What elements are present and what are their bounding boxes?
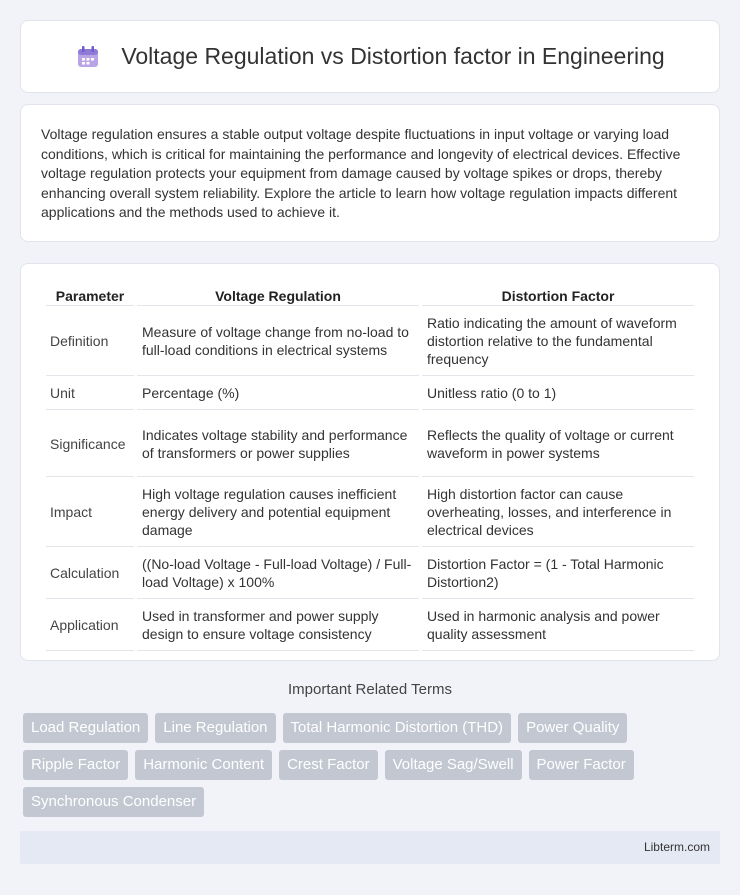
- table-cell-voltage-regulation: Percentage (%): [137, 376, 419, 410]
- tag-voltage-sag-swell[interactable]: Voltage Sag/Swell: [385, 750, 522, 780]
- table-cell-distortion-factor: Distortion Factor = (1 - Total Harmonic Distortion2): [422, 547, 694, 599]
- comparison-table-card: [20, 263, 720, 661]
- table-row: [46, 376, 694, 410]
- tag-crest-factor[interactable]: Crest Factor: [279, 750, 378, 780]
- table-cell-voltage-regulation: High voltage regulation causes inefficient energy delivery and potential equipment damage: [137, 477, 419, 547]
- footer: [20, 831, 720, 864]
- footer-site-link[interactable]: Libterm.com: [643, 840, 710, 854]
- tag-synchronous-condenser[interactable]: Synchronous Condenser: [23, 787, 204, 817]
- table-cell-parameter: Impact: [46, 477, 134, 547]
- table-row: [46, 306, 694, 376]
- page-title: Voltage Regulation vs Distortion factor in Engineering: [121, 43, 665, 69]
- table-cell-parameter: Application: [46, 599, 134, 651]
- tag-power-factor[interactable]: Power Factor: [529, 750, 634, 780]
- table-cell-parameter: Calculation: [46, 547, 134, 599]
- comparison-table: [43, 284, 697, 651]
- column-header-parameter: Parameter: [46, 284, 134, 306]
- related-terms-heading: Important Related Terms: [288, 681, 452, 698]
- tag-harmonic-content[interactable]: Harmonic Content: [135, 750, 272, 780]
- table-row: [46, 547, 694, 599]
- table-cell-distortion-factor: Reflects the quality of voltage or current waveform in power systems: [422, 410, 694, 477]
- table-cell-parameter: Significance: [46, 410, 134, 477]
- table-row: [46, 477, 694, 547]
- table-cell-parameter: Definition: [46, 306, 134, 376]
- tag-ripple-factor[interactable]: Ripple Factor: [23, 750, 128, 780]
- intro-card: [20, 104, 720, 242]
- intro-text: Voltage regulation ensures a stable output voltage despite fluctuations in input voltage or varying load conditions, which is critical for maintaining the performance and longevity of electrical devices. Effective voltage regulation protects your equipment from damage caused by voltage spikes or drops, thereby enhancing overall system reliability. Explore the article to learn how voltage regulation impacts different applications and the methods used to achieve it.: [41, 126, 681, 220]
- column-header-voltage-regulation: Voltage Regulation: [137, 284, 419, 306]
- tag-line-regulation[interactable]: Line Regulation: [155, 713, 275, 743]
- table-cell-voltage-regulation: ((No-load Voltage - Full-load Voltage) / Full-load Voltage) x 100%: [137, 547, 419, 599]
- column-header-distortion-factor: Distortion Factor: [422, 284, 694, 306]
- table-header-row: [46, 284, 694, 306]
- table-cell-distortion-factor: Unitless ratio (0 to 1): [422, 376, 694, 410]
- table-row: [46, 410, 694, 477]
- header-card: [20, 20, 720, 93]
- related-terms-tags: [23, 713, 723, 824]
- table-cell-parameter: Unit: [46, 376, 134, 410]
- calendar-icon: [75, 44, 101, 70]
- tag-load-regulation[interactable]: Load Regulation: [23, 713, 148, 743]
- table-cell-distortion-factor: Ratio indicating the amount of waveform distortion relative to the fundamental frequency: [422, 306, 694, 376]
- table-cell-distortion-factor: Used in harmonic analysis and power quality assessment: [422, 599, 694, 651]
- tag-total-harmonic-distortion[interactable]: Total Harmonic Distortion (THD): [283, 713, 512, 743]
- tag-power-quality[interactable]: Power Quality: [518, 713, 627, 743]
- table-cell-voltage-regulation: Measure of voltage change from no-load to full-load conditions in electrical systems: [137, 306, 419, 376]
- table-cell-voltage-regulation: Indicates voltage stability and performance of transformers or power supplies: [137, 410, 419, 477]
- table-row: [46, 599, 694, 651]
- table-cell-distortion-factor: High distortion factor can cause overheating, losses, and interference in electrical devices: [422, 477, 694, 547]
- table-cell-voltage-regulation: Used in transformer and power supply design to ensure voltage consistency: [137, 599, 419, 651]
